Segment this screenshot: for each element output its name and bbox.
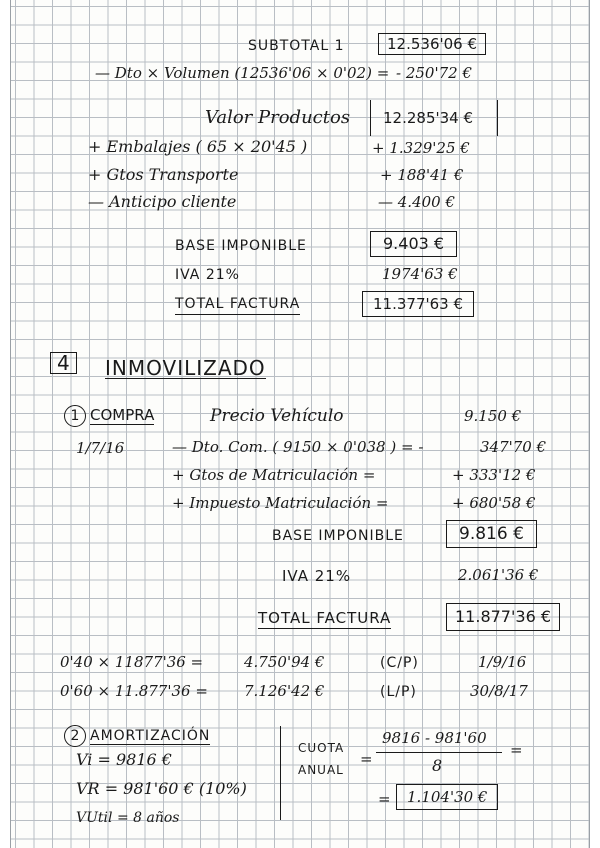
quota-label-2: ANUAL bbox=[298, 763, 344, 777]
base-label: BASE IMPONIBLE bbox=[175, 238, 307, 254]
purchase-vat-label: IVA 21% bbox=[282, 567, 352, 585]
quota-equals-1: = bbox=[360, 750, 373, 768]
residual-value: VR = 981'60 € (10%) bbox=[76, 779, 247, 798]
split-value-long: 7.126'42 € bbox=[244, 682, 325, 700]
purchase-total-value: 11.877'36 € bbox=[446, 603, 560, 631]
transport-value: + 188'41 € bbox=[380, 166, 464, 184]
vat-value: 1974'63 € bbox=[382, 265, 458, 283]
purchase-marker: 1 bbox=[64, 405, 86, 427]
registration-tax-line: + Impuesto Matriculación = bbox=[172, 494, 389, 512]
quota-numerator: 9816 - 981'60 bbox=[382, 729, 487, 747]
total-label: TOTAL FACTURA bbox=[175, 294, 300, 315]
split-date-short: 1/9/16 bbox=[478, 653, 527, 671]
base-value: 9.403 € bbox=[370, 231, 457, 257]
registration-tax-value: + 680'58 € bbox=[452, 494, 536, 512]
transport-label: + Gtos Transporte bbox=[88, 165, 239, 184]
commercial-discount-value: 347'70 € bbox=[480, 438, 547, 456]
purchase-base-label: BASE IMPONIBLE bbox=[272, 528, 404, 544]
quota-label-1: CUOTA bbox=[298, 741, 345, 755]
section-number: 4 bbox=[50, 352, 77, 374]
split-value-short: 4.750'94 € bbox=[244, 653, 325, 671]
total-value: 11.377'63 € bbox=[362, 291, 474, 317]
split-code-short: (C/P) bbox=[380, 655, 419, 671]
products-label: Valor Productos bbox=[205, 107, 351, 128]
packaging-label: + Embalajes ( 65 × 20'45 ) bbox=[88, 137, 308, 156]
discount-value: - 250'72 € bbox=[396, 64, 472, 82]
purchase-vat-value: 2.061'36 € bbox=[458, 566, 539, 584]
discount-label: — Dto × Volumen (12536'06 × 0'02) = bbox=[95, 64, 390, 82]
split-code-long: (L/P) bbox=[380, 684, 417, 700]
split-date-long: 30/8/17 bbox=[470, 682, 528, 700]
products-value: 12.285'34 € bbox=[383, 109, 474, 127]
packaging-value: + 1.329'25 € bbox=[372, 139, 470, 157]
quota-denominator: 8 bbox=[432, 756, 443, 775]
registration-value: + 333'12 € bbox=[452, 466, 536, 484]
purchase-date: 1/7/16 bbox=[76, 439, 125, 457]
split-calc-long: 0'60 × 11.877'36 = bbox=[60, 682, 208, 700]
registration-line: + Gtos de Matriculación = bbox=[172, 466, 376, 484]
amortization-marker: 2 bbox=[64, 725, 86, 747]
advance-label: — Anticipo cliente bbox=[88, 192, 237, 211]
vehicle-price-label: Precio Vehículo bbox=[210, 406, 344, 426]
quota-equals-3: = bbox=[378, 790, 391, 808]
subtotal-value: 12.536'06 € bbox=[378, 33, 486, 55]
fraction-bar bbox=[376, 752, 502, 753]
purchase-label: COMPRA bbox=[90, 406, 155, 424]
vehicle-price-value: 9.150 € bbox=[464, 407, 522, 425]
quota-result: 1.104'30 € bbox=[396, 784, 498, 810]
commercial-discount-line: — Dto. Com. ( 9150 × 0'038 ) = - bbox=[172, 438, 424, 456]
advance-value: — 4.400 € bbox=[378, 193, 456, 211]
section-title: INMOVILIZADO bbox=[105, 356, 266, 380]
useful-life: VUtil = 8 años bbox=[76, 810, 180, 826]
vat-label: IVA 21% bbox=[175, 267, 240, 283]
amortization-divider bbox=[280, 726, 281, 820]
amortization-heading bbox=[64, 725, 210, 747]
subtotal-label: SUBTOTAL 1 bbox=[248, 38, 345, 54]
purchase-base-value: 9.816 € bbox=[446, 520, 537, 548]
initial-value: Vi = 9816 € bbox=[76, 750, 172, 769]
split-calc-short: 0'40 × 11877'36 = bbox=[60, 653, 204, 671]
products-separator bbox=[370, 100, 371, 136]
amortization-label: AMORTIZACIÓN bbox=[90, 728, 211, 744]
products-box-right bbox=[497, 100, 498, 136]
purchase-total-label: TOTAL FACTURA bbox=[258, 609, 392, 627]
quota-equals-2: = bbox=[510, 741, 523, 759]
purchase-heading bbox=[64, 405, 154, 427]
